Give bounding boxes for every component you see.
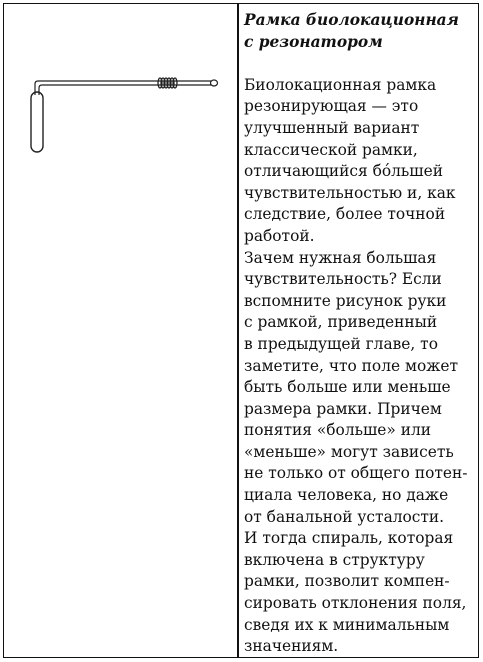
body-line: чувствительность? Если (244, 270, 442, 289)
body-line: значениям. (244, 637, 339, 656)
body-line: следствие, более точной (244, 205, 446, 224)
body-line: включена в структуру (244, 550, 425, 569)
body-line: с рамкой, приведенный (244, 313, 438, 332)
section-title (244, 10, 476, 53)
frame-rod-bottom (39, 85, 211, 88)
body-line: рамки, позволит компен- (244, 572, 450, 591)
body-line: классической рамки, (244, 140, 418, 159)
text-cell (244, 10, 476, 658)
body-line: сировать отклонения поля, (244, 594, 467, 613)
body-line: Биолокационная рамка (244, 75, 437, 94)
body-line: быть больше или меньше (244, 378, 451, 397)
body-line: резонирующая — это (244, 97, 419, 116)
title-line: с резонатором (244, 32, 383, 51)
body-line: не только от общего потен- (244, 464, 468, 483)
frame-rod-top (35, 81, 211, 84)
body-line: понятия «больше» или (244, 421, 431, 440)
frame-handle (31, 92, 43, 152)
resonator-frame-illustration (4, 4, 237, 204)
body-line: вспомните рисунок руки (244, 291, 447, 310)
body-line: размера рамки. Причем (244, 399, 442, 418)
body-line: И тогда спираль, которая (244, 529, 454, 548)
body-line: чувствительностью и, как (244, 183, 456, 202)
body-line: от банальной усталости. (244, 507, 445, 526)
body-line: в предыдущей главе, то (244, 334, 438, 353)
body-line: циала человека, но даже (244, 486, 449, 505)
body-line: заметите, что поле может (244, 356, 458, 375)
body-line: Зачем нужная большая (244, 248, 437, 267)
body-line: «меньше» могут зависеть (244, 442, 454, 461)
illustration-cell (4, 4, 237, 657)
title-line: Рамка биолокационная (244, 11, 459, 29)
spiral-resonator (158, 78, 177, 88)
document-table (3, 3, 479, 658)
body-line: работой. (244, 226, 315, 245)
body-line: отличающийся бóльшей (244, 162, 443, 181)
column-divider (237, 4, 239, 657)
body-line: сведя их к минимальным (244, 615, 450, 634)
body-line: улучшенный вариант (244, 118, 420, 137)
body-text (244, 75, 476, 658)
frame-tip (211, 80, 218, 86)
